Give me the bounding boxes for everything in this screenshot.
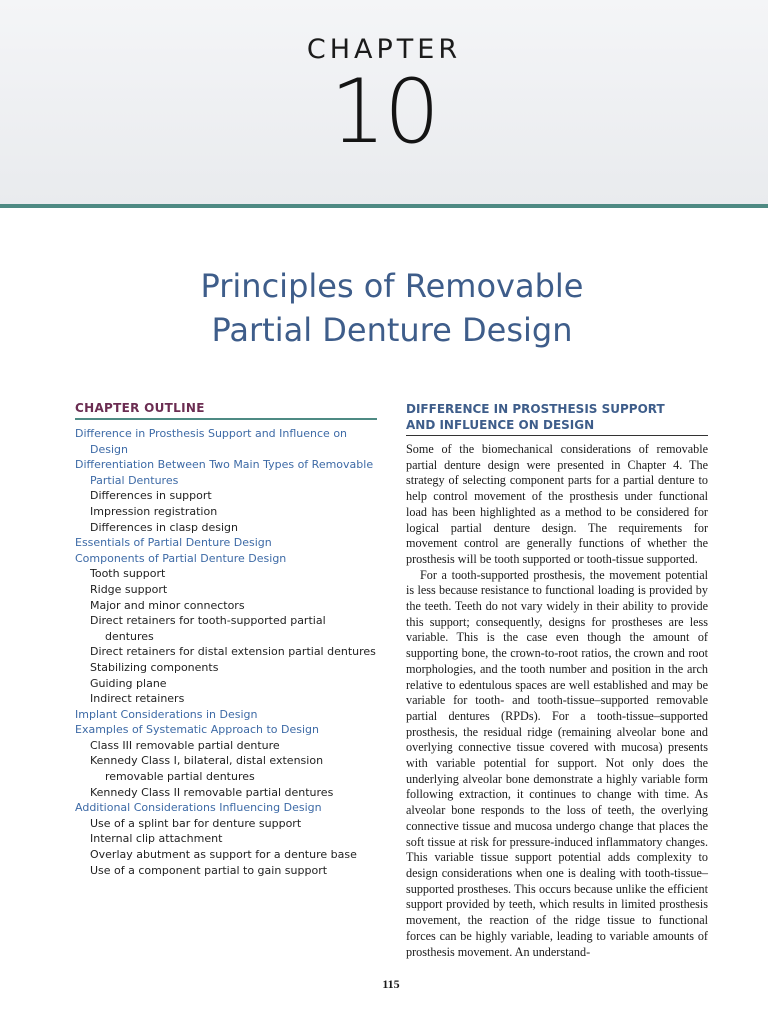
outline-subsection-item: Class III removable partial denture bbox=[90, 738, 280, 752]
outline-subsection-item: Differences in clasp design bbox=[90, 520, 239, 534]
section-heading-line-1: DIFFERENCE IN PROSTHESIS SUPPORT bbox=[406, 402, 665, 416]
outline-subsection-item: Impression registration bbox=[90, 504, 218, 518]
outline-subsection-item: Kennedy Class I, bilateral, distal extension removable partial dentures bbox=[90, 754, 324, 784]
section-heading bbox=[406, 401, 708, 436]
section-column bbox=[406, 401, 708, 960]
section-heading-line-2: AND INFLUENCE ON DESIGN bbox=[406, 418, 595, 432]
outline-subsection-item: Indirect retainers bbox=[90, 692, 185, 706]
outline-subsection-item: Tooth support bbox=[90, 567, 166, 581]
outline-section-link[interactable]: Examples of Systematic Approach to Design bbox=[75, 723, 319, 737]
body-paragraph-2: For a tooth-supported prosthesis, the movement potential is less because resistance to functional loading is provided by the teeth. Teeth do not vary widely in their ability to provide this support; consequently, designs for prostheses are less variable. This is the case even though the amount of supporting bone, the crown-to-root ratios, the crown and root morphologies, and the tooth number and position in the arch relative to edentulous spaces are well established and may be variable for tooth- and tooth-tissue–supported removable partial dentures (RPDs). For a tooth-tissue–supported prosthesis, the residual ridge (remaining alveolar bone and overlying connective tissue covered with mucosa) presents with variable potential for support. Not only does the underlying alveolar bone demonstrate a highly variable form following extraction, it continues to change with time. As alveolar bone responds to the loss of teeth, the overlying connective tissue and mucosa undergo change that places the soft tissue at risk for pressure-induced inflammatory changes. This variable tissue support potential adds complexity to design considerations when one is dealing with tooth-tissue–supported prostheses. This occurs because unlike the efficient support provided by teeth, which results in limited prosthesis movement, the reaction of the ridge tissue to functional forces can be highly variable, leading to variable amounts of prosthesis movement. An understand- bbox=[406, 567, 708, 959]
outline-subsection-item: Internal clip attachment bbox=[90, 832, 223, 846]
chapter-outline-list bbox=[75, 426, 377, 878]
chapter-outline bbox=[75, 401, 377, 878]
outline-subsection-item: Stabilizing components bbox=[90, 660, 219, 674]
page-number: 115 bbox=[382, 977, 400, 991]
outline-subsection-item: Overlay abutment as support for a denture base bbox=[90, 848, 357, 862]
outline-subsection-item: Guiding plane bbox=[90, 676, 167, 690]
outline-subsection-item: Differences in support bbox=[90, 489, 212, 503]
chapter-label: CHAPTER bbox=[306, 34, 462, 65]
outline-section-link[interactable]: Differentiation Between Two Main Types of Removable Partial Dentures bbox=[75, 458, 374, 487]
outline-section-link[interactable]: Additional Considerations Influencing Design bbox=[75, 801, 322, 815]
outline-subsection-item: Direct retainers for distal extension partial dentures bbox=[90, 645, 376, 659]
banner-divider bbox=[0, 204, 768, 208]
outline-subsection-item: Direct retainers for tooth-supported partial dentures bbox=[90, 614, 326, 643]
outline-section-link[interactable]: Essentials of Partial Denture Design bbox=[75, 536, 272, 550]
outline-subsection-item: Kennedy Class II removable partial dentures bbox=[90, 785, 334, 799]
outline-subsection-item: Use of a component partial to gain support bbox=[90, 863, 328, 877]
outline-section-link[interactable]: Components of Partial Denture Design bbox=[75, 551, 287, 565]
chapter-title-line-2: Partial Denture Design bbox=[211, 311, 573, 349]
chapter-title-line-1: Principles of Removable bbox=[200, 267, 584, 305]
outline-subsection-item: Use of a splint bar for denture support bbox=[90, 816, 302, 830]
outline-section-link[interactable]: Implant Considerations in Design bbox=[75, 707, 258, 721]
outline-subsection-item: Major and minor connectors bbox=[90, 598, 245, 612]
outline-section-link[interactable]: Difference in Prosthesis Support and Influence on Design bbox=[75, 427, 348, 456]
chapter-outline-heading: CHAPTER OUTLINE bbox=[75, 401, 377, 420]
chapter-title bbox=[0, 264, 768, 352]
body-paragraph-1: Some of the biomechanical considerations of removable partial denture design were presented in Chapter 4. The strategy of selecting component parts for a partial denture to help control movement of the prosthesis under functional load has been highlighted as a method to be considered for logical partial denture design. The requirements for movement control are generally functions of whether the prosthesis will be tooth supported or tooth-tissue supported. bbox=[406, 442, 708, 566]
outline-subsection-item: Ridge support bbox=[90, 582, 168, 596]
chapter-number: 10 bbox=[330, 60, 438, 163]
